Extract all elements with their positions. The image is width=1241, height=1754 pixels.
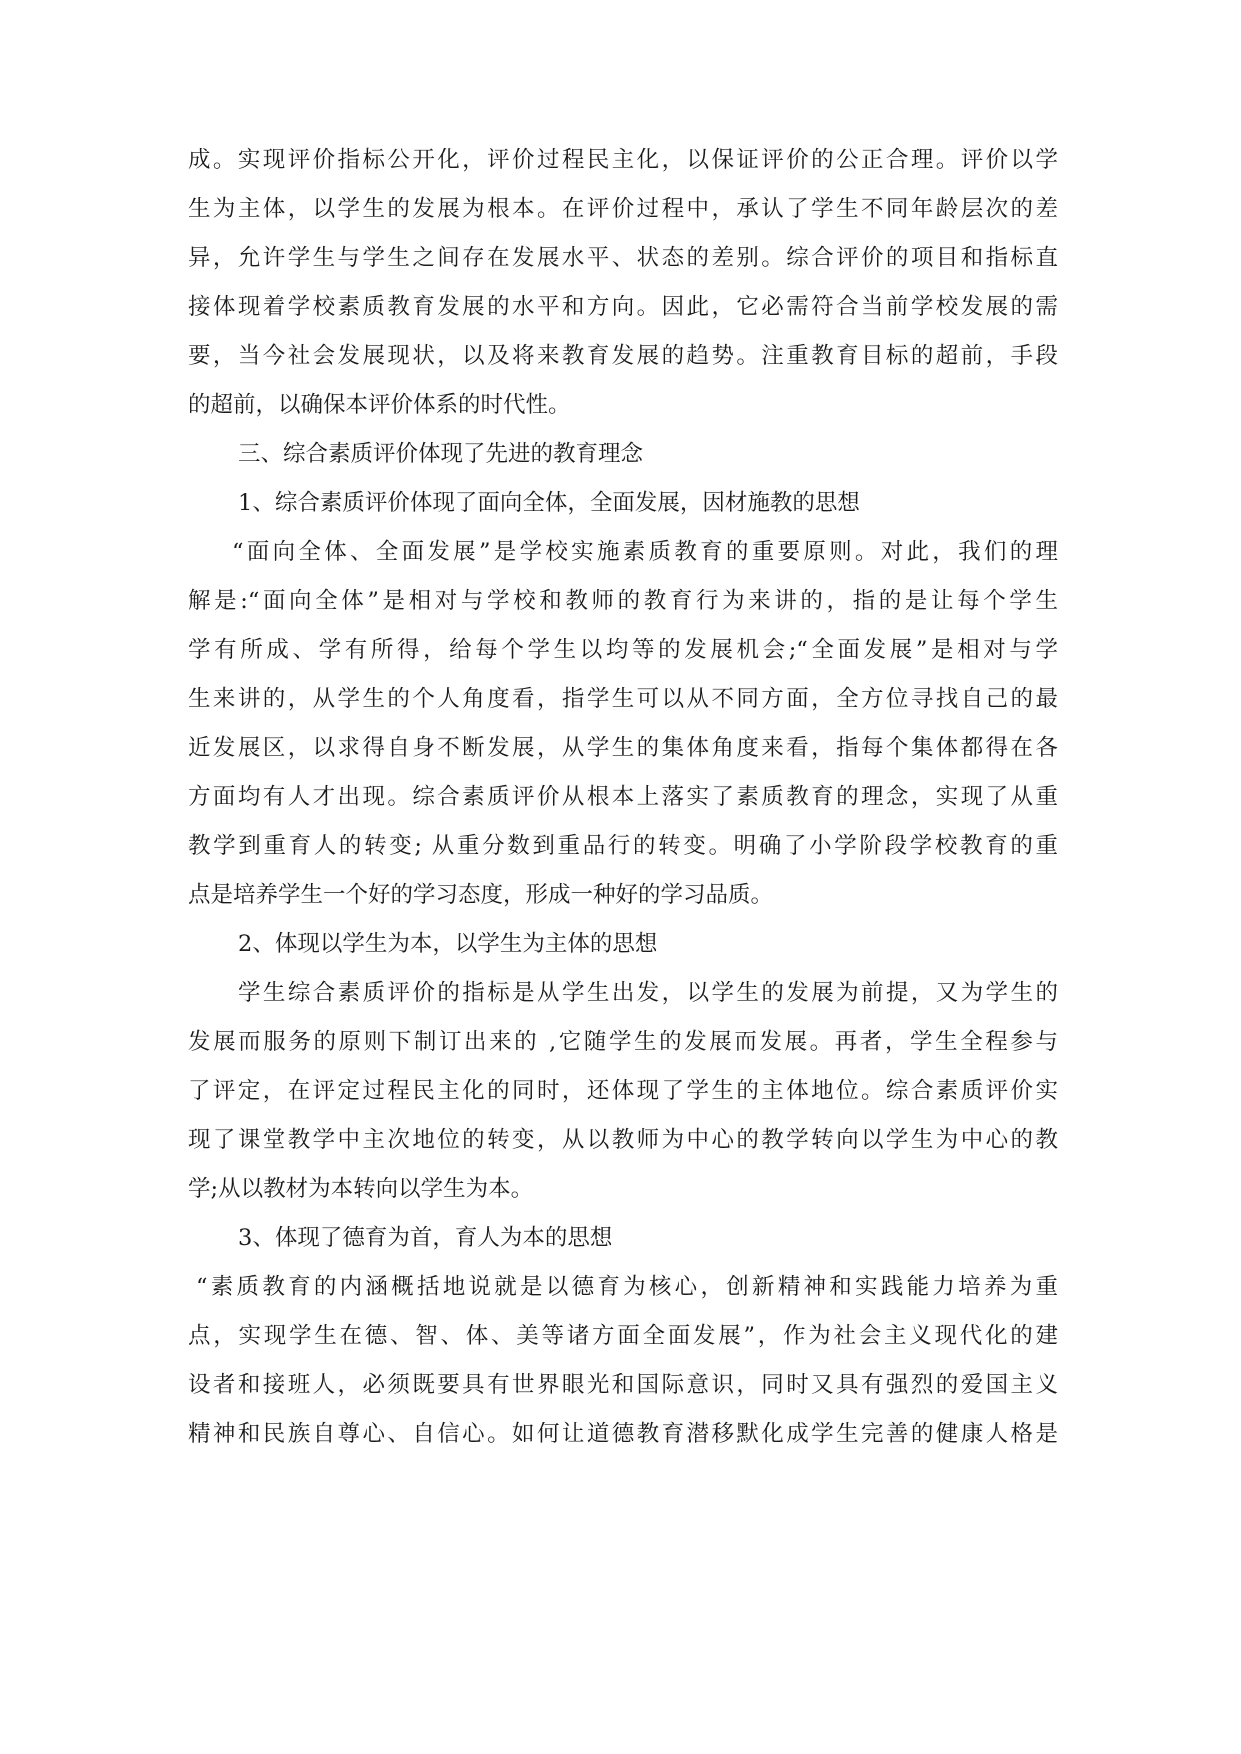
paragraph-line: 教学到重育人的转变; 从重分数到重品行的转变。明确了小学阶段学校教育的重 [188,833,1058,859]
paragraph-line: 学有所成、学有所得，给每个学生以均等的发展机会;“全面发展”是相对与学 [188,637,1058,663]
paragraph-line: 成。实现评价指标公开化，评价过程民主化，以保证评价的公正合理。评价以学 [188,147,1058,173]
paragraph-line: 现了课堂教学中主次地位的转变，从以教师为中心的教学转向以学生为中心的教 [188,1127,1058,1153]
subsection-heading: 3、体现了德育为首，育人为本的思想 [238,1225,613,1251]
subsection-heading: 2、体现以学生为本，以学生为主体的思想 [238,931,658,957]
paragraph-line: 了评定，在评定过程民主化的同时，还体现了学生的主体地位。综合素质评价实 [188,1078,1058,1104]
paragraph-line: 学生综合素质评价的指标是从学生出发，以学生的发展为前提，又为学生的 [238,980,1058,1006]
subsection-heading: 1、综合素质评价体现了面向全体，全面发展，因材施教的思想 [238,490,860,516]
paragraph-line: “面向全体、全面发展”是学校实施素质教育的重要原则。对此，我们的理 [232,539,1058,565]
paragraph-line: 近发展区，以求得自身不断发展，从学生的集体角度来看，指每个集体都得在各 [188,735,1058,761]
paragraph-line: 异，允许学生与学生之间存在发展水平、状态的差别。综合评价的项目和指标直 [188,245,1058,271]
paragraph-line: 生为主体，以学生的发展为根本。在评价过程中，承认了学生不同年龄层次的差 [188,196,1058,222]
paragraph-line: 点，实现学生在德、智、体、美等诸方面全面发展”，作为社会主义现代化的建 [188,1323,1058,1349]
paragraph-line: 解是:“面向全体”是相对与学校和教师的教育行为来讲的，指的是让每个学生 [188,588,1058,614]
paragraph-line: 生来讲的，从学生的个人角度看，指学生可以从不同方面，全方位寻找自己的最 [188,686,1058,712]
paragraph-line: 点是培养学生一个好的学习态度，形成一种好的学习品质。 [188,882,774,908]
paragraph-line: 接体现着学校素质教育发展的水平和方向。因此，它必需符合当前学校发展的需 [188,294,1058,320]
paragraph-line: 设者和接班人，必须既要具有世界眼光和国际意识，同时又具有强烈的爱国主义 [188,1372,1058,1398]
paragraph-line: 精神和民族自尊心、自信心。如何让道德教育潜移默化成学生完善的健康人格是 [188,1421,1058,1447]
paragraph-line: 方面均有人才出现。综合素质评价从根本上落实了素质教育的理念，实现了从重 [188,784,1058,810]
paragraph-line: “素质教育的内涵概括地说就是以德育为核心，创新精神和实践能力培养为重 [196,1274,1058,1300]
paragraph-line: 发展而服务的原则下制订出来的 ,它随学生的发展而发展。再者，学生全程参与 [188,1029,1058,1055]
section-heading: 三、综合素质评价体现了先进的教育理念 [238,441,644,467]
paragraph-line: 要，当今社会发展现状，以及将来教育发展的趋势。注重教育目标的超前，手段 [188,343,1058,369]
paragraph-line: 学;从以教材为本转向以学生为本。 [188,1176,534,1202]
paragraph-line: 的超前，以确保本评价体系的时代性。 [188,392,571,418]
